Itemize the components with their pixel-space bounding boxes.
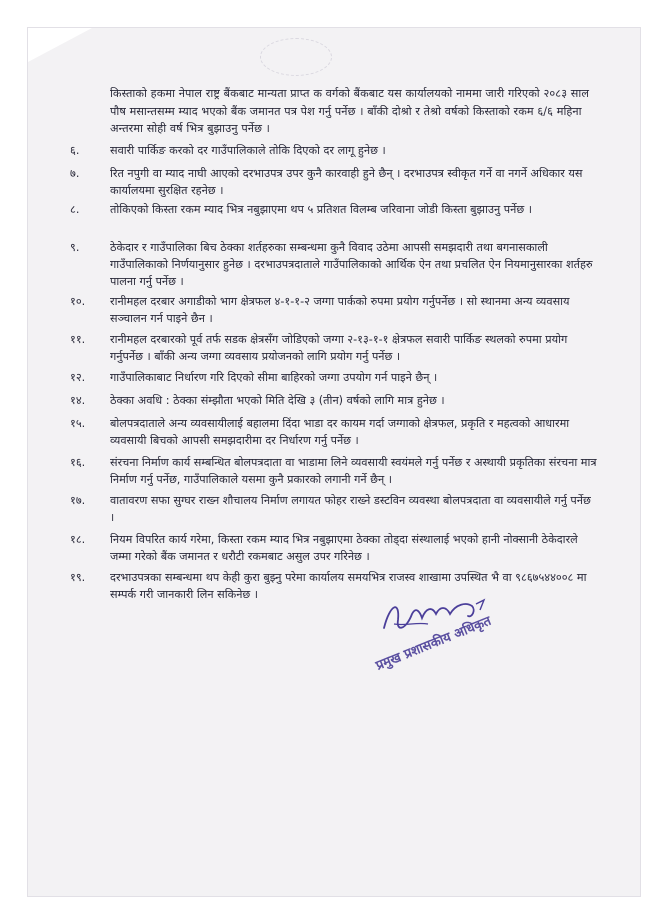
seal-text: प्रमुख प्रशासकीय अधिकृत (373, 613, 494, 674)
item-text: रानीमहल दरबार अगाडीको भाग क्षेत्रफल ४-१-१-२ जग्गा पार्कको रुपमा प्रयोग गर्नुपर्नेछ । सो स्थानमा अन्य व्यवसाय सञ्चालन गर्न पाइने छैन । (110, 295, 570, 325)
faded-stamp (260, 38, 332, 76)
item-text: नियम विपरित कार्य गरेमा, किस्ता रकम म्याद भित्र नबुझाएमा ठेक्का तोड्दा संस्थालाई भएको हानी नोक्सानी ठेकेदारले जम्मा गरेको बैंक जमानत र धरौटी रकमबाट असुल उपर गरिनेछ । (110, 533, 578, 563)
item-text: तोकिएको किस्ता रकम म्याद भित्र नबुझाएमा थप ५ प्रतिशत विलम्ब जरिवाना जोडी किस्ता बुझाउनु पर्नेछ । (110, 203, 532, 216)
official-seal-stamp (368, 598, 548, 678)
item-text: सवारी पार्किङ करको दर गाउँपालिकाले तोकि दिएको दर लागू हुनेछ । (110, 144, 386, 157)
item-number: १२. (70, 371, 86, 384)
item-text: बोलपत्रदाताले अन्य व्यवसायीलाई बहालमा दिंदा भाडा दर कायम गर्दा जग्गाको क्षेत्रफल, प्रकृति र महत्वको आधारमा व्यवसायी बिचको आपसी समझदारीमा दर निर्धारण गर्नु पर्नेछ । (110, 417, 570, 447)
item-text: रानीमहल दरबारको पूर्व तर्फ सडक क्षेत्रसँग जोडिएको जग्गा २-१३-१-१ क्षेत्रफल सवारी पार्किङ स्थलको रुपमा प्रयोग गर्नुपर्नेछ । बाँकी अन्य जग्गा व्यवसाय प्रयोजनको लागि प्रयोग गर्नु पर्नेछ । (110, 333, 568, 363)
item-text: गाउँपालिकाबाट निर्धारण गरि दिएको सीमा बाहिरको जग्गा उपयोग गर्न पाइने छैन् । (110, 371, 438, 384)
item-number: १०. (70, 295, 86, 308)
item-number: ६. (70, 144, 80, 157)
intro-paragraph: किस्ताको हकमा नेपाल राष्ट्र बैंकबाट मान्यता प्राप्त क वर्गको बैंकबाट यस कार्यालयको नाममा जारी गरिएको २०८३ साल पौष मसान्तसम्म म्याद भएको बैंक जमानत पत्र पेश गर्नु पर्नेछ । बाँकी दोश्रो र तेश्रो वर्षको किस्ताको रकम ६/६ महिना अन्तरमा सोही वर्ष भित्र बुझाउनु पर्नेछ । (110, 87, 590, 135)
item-number: ११. (70, 333, 86, 346)
folded-corner (28, 28, 92, 62)
item-number: ९. (70, 241, 80, 254)
item-text: संरचना निर्माण कार्य सम्बन्धित बोलपत्रदाता वा भाडामा लिने व्यवसायी स्वयंमले गर्नु पर्नेछ र अस्थायी प्रकृतिका संरचना मात्र निर्माण गर्नु पर्नेछ, गाउँपालिकाले यसमा कुनै प्रकारको लगानी गर्ने छैन् । (110, 456, 597, 486)
item-text: रित नपुगी वा म्याद नाघी आएको दरभाउपत्र उपर कुनै कारवाही हुने छैन् । दरभाउपत्र स्वीकृत गर्ने वा नगर्ने अधिकार यस कार्यालयमा सुरक्षित रहनेछ । (110, 167, 583, 197)
item-text: ठेक्का अवधि : ठेक्का संम्झौता भएको मिति देखि ३ (तीन) वर्षको लागि मात्र हुनेछ । (110, 394, 445, 407)
item-text: दरभाउपत्रका सम्बन्धमा थप केही कुरा बुझ्नु परेमा कार्यालय समयभित्र राजस्व शाखामा उपस्थित भै वा ९८६७५४४००८ मा सम्पर्क गरी जानकारी लिन सकिनेछ । (110, 571, 587, 601)
item-text: वातावरण सफा सुग्घर राख्न शौचालय निर्माण लगायत फोहर राख्ने डस्टविन व्यवस्था बोलपत्रदाता वा व्यवसायीले गर्नु पर्नेछ । (110, 494, 591, 524)
item-number: १९. (70, 571, 86, 584)
item-text: ठेकेदार र गाउँपालिका बिच ठेक्का शर्तहरुका सम्बन्धमा कुनै विवाद उठेमा आपसी समझदारी तथा बगनासकाली गाउँपालिकाको निर्णयानुसार हुनेछ । दरभाउपत्रदाताले गाउँपालिकाको आर्थिक ऐन तथा प्रचलित ऐन नियमानुसारका शर्तहरु पालना गर्नु पर्नेछ । (110, 241, 593, 288)
item-number: १७. (70, 494, 86, 507)
item-number: ७. (70, 167, 80, 180)
item-number: १५. (70, 417, 86, 430)
item-number: १८. (70, 533, 86, 546)
item-number: ८. (70, 203, 80, 216)
item-number: १६. (70, 456, 86, 469)
item-number: १४. (70, 394, 86, 407)
